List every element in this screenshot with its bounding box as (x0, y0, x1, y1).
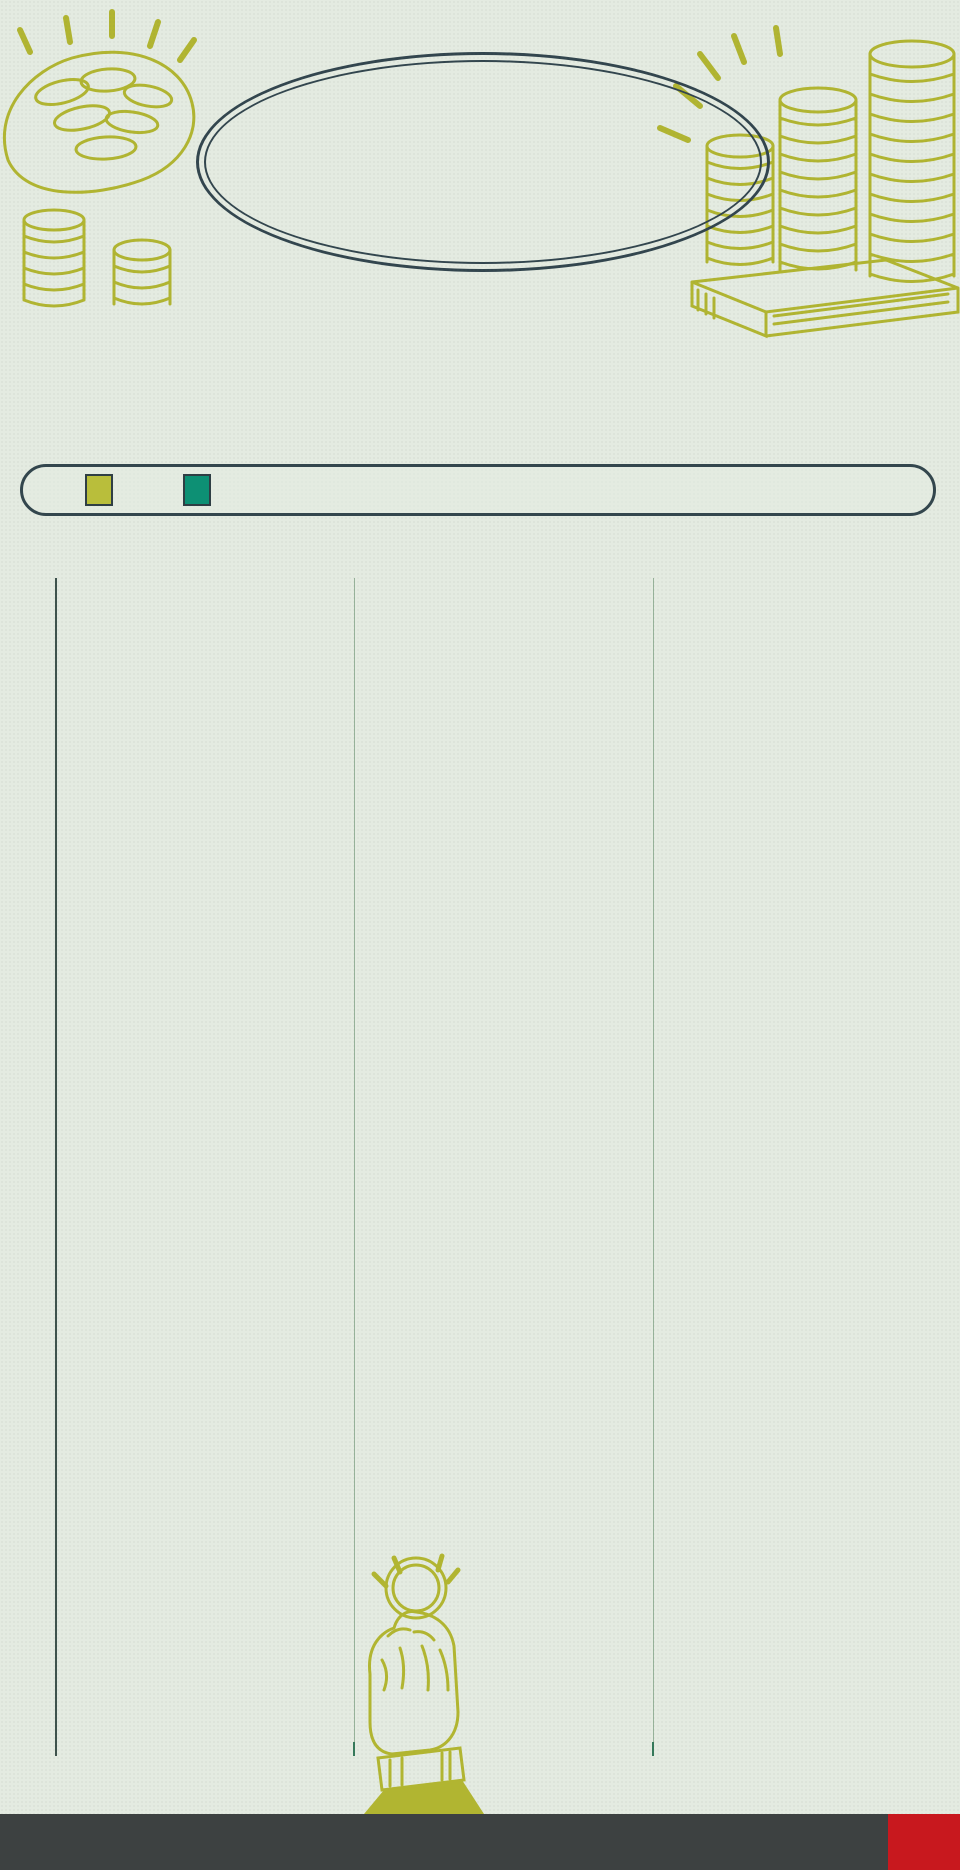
legend-swatch-initial (85, 474, 113, 506)
title-block (196, 76, 764, 135)
gridline-30 (354, 578, 355, 1742)
page-title (196, 82, 764, 135)
y-axis-line (55, 578, 57, 1756)
legend-swatch-additional (183, 474, 211, 506)
axis-tick-60 (652, 1742, 654, 1756)
cnn-indonesia-logo (888, 1814, 960, 1870)
gridline-60 (653, 578, 654, 1742)
footer-bar (0, 1814, 960, 1870)
legend-bar (20, 464, 936, 516)
